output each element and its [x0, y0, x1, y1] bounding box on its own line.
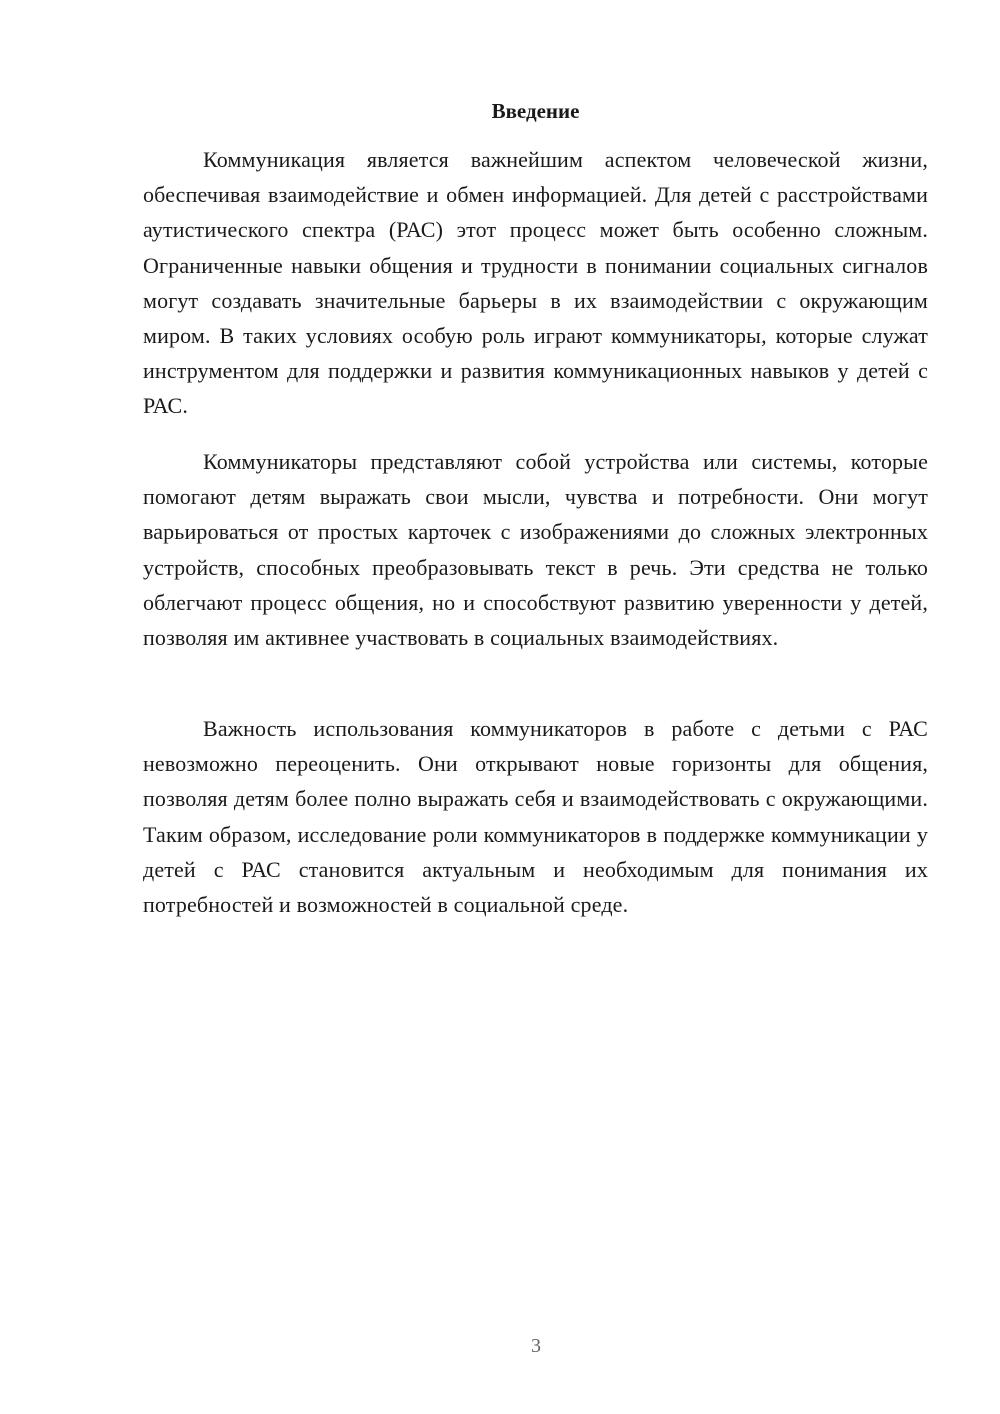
paragraph-2: Коммуникаторы представляют собой устройства или системы, которые помогают детям выражать свои мысли, чувства и потребности. Они могут варьироваться от простых карточек с изображениями до сложных электронных устройств, способных преобразовывать текст в речь. Эти средства не только облегчают процесс общения, но и способствуют развитию уверенности у детей, позволяя им активнее участвовать в социальных взаимодействиях. [143, 449, 928, 651]
paragraph-1: Коммуникация является важнейшим аспектом человеческой жизни, обеспечивая взаимодействие и обмен информацией. Для детей с расстройствами аутистического спектра (РАС) этот процесс может быть особенно сложным. Ограниченные навыки общения и трудности в понимании социальных сигналов могут создавать значительные барьеры в их взаимодействии с окружающим миром. В таких условиях особую роль играют коммуникаторы, которые служат инструментом для поддержки и развития коммуникационных навыков у детей с РАС. [143, 147, 928, 419]
section-heading: Введение [491, 99, 580, 123]
paragraph-3: Важность использования коммуникаторов в работе с детьми с РАС невозможно переоценить. Они открывают новые горизонты для общения, позволяя детям более полно выражать себя и взаимодействовать с окружающими. Таким образом, исследование роли коммуникаторов в поддержке коммуникации у детей с РАС становится актуальным и необходимым для понимания их потребностей и возможностей в социальной среде. [143, 716, 928, 918]
page-number: 3 [531, 1335, 541, 1357]
